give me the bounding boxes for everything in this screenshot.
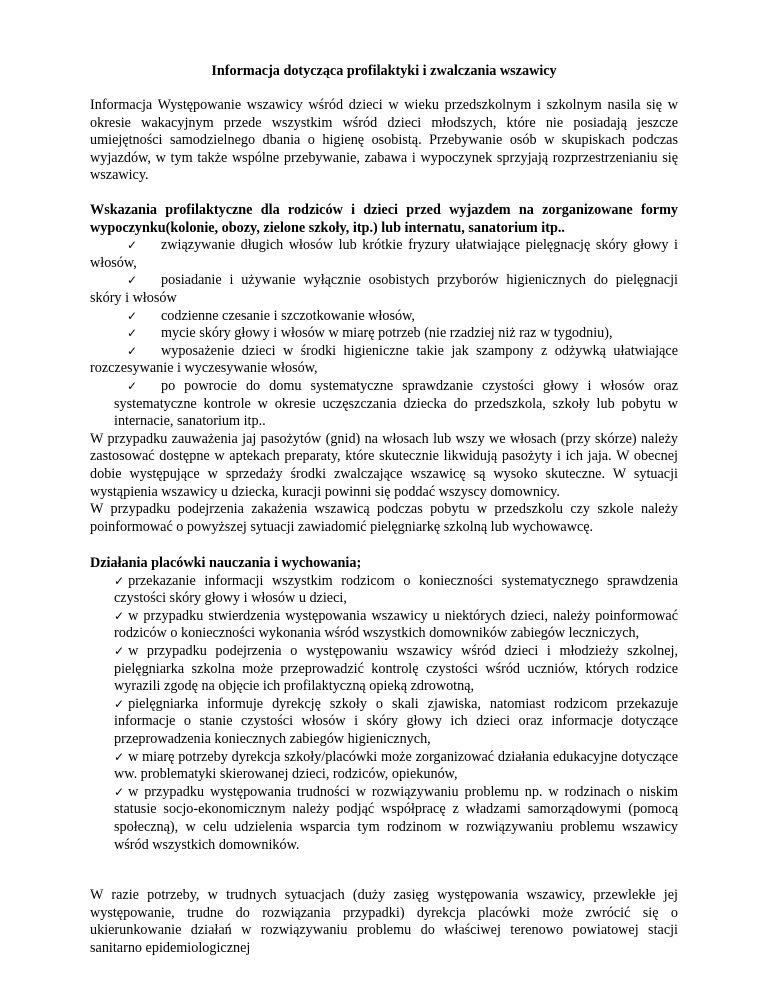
list-item: [90, 308, 678, 326]
notify-paragraph: W przypadku podejrzenia zakażenia wszawicą podczas pobytu w przedszkolu czy szkole należy poinformować o powyższej sytuacji zawiadomić pielęgniarkę szkolną lub wychowawcę.: [90, 501, 678, 535]
list-item: [90, 608, 678, 643]
list-item: [90, 325, 678, 343]
check-icon: ✓: [114, 643, 125, 658]
section-prevention: [90, 202, 678, 536]
list-item-text: pielęgniarka informuje dyrekcję szkoły o skali zjawiska, natomiast rodzicom przekazuje informacje o stanie czystości włosów i skóry głowy ich dzieci oraz informacje dotyczące przeprowadzenia koniecznych zabiegów higienicznych,: [114, 695, 678, 747]
list-item: [90, 643, 678, 696]
list-item: [90, 784, 678, 854]
check-icon: ✓: [126, 378, 137, 393]
list-item-text: w przypadku podejrzenia o występowaniu wszawicy wśród dzieci i młodzieży szkolnej, pielęgniarka szkolna może przeprowadzić kontrolę czystości wśród uczniów, których rodzice wyrazili zgodę na objęcie ich profilaktyczną opieką zdrowotną,: [114, 642, 678, 695]
check-icon: ✓: [126, 343, 137, 358]
check-icon: ✓: [126, 308, 137, 323]
list-item-text: związywanie długich włosów lub krótkie fryzury ułatwiające pielęgnację skóry głowy i włosów,: [90, 237, 678, 271]
check-icon: ✓: [126, 238, 137, 253]
list-item-text: w przypadku występowania trudności w rozwiązywaniu problemu np. w rodzinach o niskim statusie socjo-ekonomicznym należy podjąć współpracę z władzami samorządowymi (pomocą społeczną), w celu udzielenia wsparcia tym rodzinom w rozwiązywaniu problemu wszawicy wśród wszystkich domowników.: [114, 783, 678, 853]
list-item: [90, 573, 678, 608]
institution-heading: Działania placówki nauczania i wychowania;: [90, 555, 362, 571]
check-icon: ✓: [114, 608, 125, 623]
check-icon: ✓: [126, 326, 137, 341]
list-item-text: po powrocie do domu systematyczne sprawdzanie czystości głowy i włosów oraz systematyczne kontrole w okresie uczęszczania dziecka do przedszkola, szkoły lub pobytu w internacie, sanatorium itp..: [114, 377, 678, 430]
prevention-list: [90, 237, 678, 431]
list-item-text: przekazanie informacji wszystkim rodzicom o konieczności systematycznego sprawdzenia czystości skóry głowy i włosów u dzieci,: [114, 572, 678, 607]
list-item: [90, 378, 678, 431]
intro-paragraph: Informacja Występowanie wszawicy wśród dzieci w wieku przedszkolnym i szkolnym nasila się w okresie wakacyjnym przede wszystkim wśród dzieci młodszych, które nie posiadają jeszcze umiejętności samodzielnego dbania o higienę osobistą. Przebywanie osób w skupiskach podczas wyjazdów, w tym także wspólne przebywanie, zabawa i wypoczynek sprzyjają rozprzestrzenianiu się wszawicy.: [90, 97, 678, 184]
list-item-text: posiadanie i używanie wyłącznie osobistych przyborów higienicznych do pielęgnacji skóry i włosów: [90, 272, 678, 306]
check-icon: ✓: [114, 573, 125, 588]
list-item: [90, 237, 678, 272]
list-item: [90, 749, 678, 784]
check-icon: ✓: [114, 784, 125, 799]
document-title: Informacja dotycząca profilaktyki i zwalczania wszawicy: [211, 63, 557, 79]
list-item: [90, 272, 678, 307]
list-item: [90, 696, 678, 749]
list-item-text: w przypadku stwierdzenia występowania wszawicy u niektórych dzieci, należy poinformować rodziców o konieczności wykonania wśród wszystkich domowników zabiegów leczniczych,: [114, 607, 678, 642]
section-institution: [90, 555, 678, 854]
check-icon: ✓: [126, 273, 137, 288]
closing-paragraph: W razie potrzeby, w trudnych sytuacjach (duży zasięg występowania wszawicy, przewlekłe jej występowanie, trudne do rozwiązania przypadki) dyrekcja placówki może zwrócić się o ukierunkowanie działań w rozwiązywaniu problemu do właściwej terenowo powiatowej stacji sanitarno epidemiologicznej: [90, 887, 678, 956]
list-item-text: mycie skóry głowy i włosów w miarę potrzeb (nie rzadziej niż raz w tygodniu),: [161, 325, 613, 342]
treatment-paragraph: W przypadku zauważenia jaj pasożytów (gnid) na włosach lub wszy we włosach (przy skórze) należy zastosować dostępne w aptekach preparaty, które skutecznie likwidują pasożyty i ich jaja. W obecnej dobie występujące w sprzedaży środki zwalczające wszawicę są wysoko skuteczne. W sytuacji wystąpienia wszawicy u dziecka, kuracji powinni się poddać wszyscy domownicy.: [90, 430, 678, 500]
list-item: [90, 343, 678, 378]
prevention-heading: Wskazania profilaktyczne dla rodziców i dzieci przed wyjazdem na zorganizowane formy wypoczynku(kolonie, obozy, zielone szkoły, itp.) lub internatu, sanatorium itp..: [90, 202, 678, 236]
institution-list: [90, 573, 678, 855]
list-item-text: w miarę potrzeby dyrekcja szkoły/placówki może zorganizować działania edukacyjne dotyczące ww. problematyki skierowanej dzieci, rodziców, opiekunów,: [114, 748, 678, 783]
list-item-text: wyposażenie dzieci w środki higieniczne takie jak szampony z odżywką ułatwiające rozczesywanie i wyczesywanie włosów,: [90, 342, 678, 377]
check-icon: ✓: [114, 696, 125, 711]
list-item-text: codzienne czesanie i szczotkowanie włosów,: [161, 307, 415, 324]
check-icon: ✓: [114, 749, 125, 764]
